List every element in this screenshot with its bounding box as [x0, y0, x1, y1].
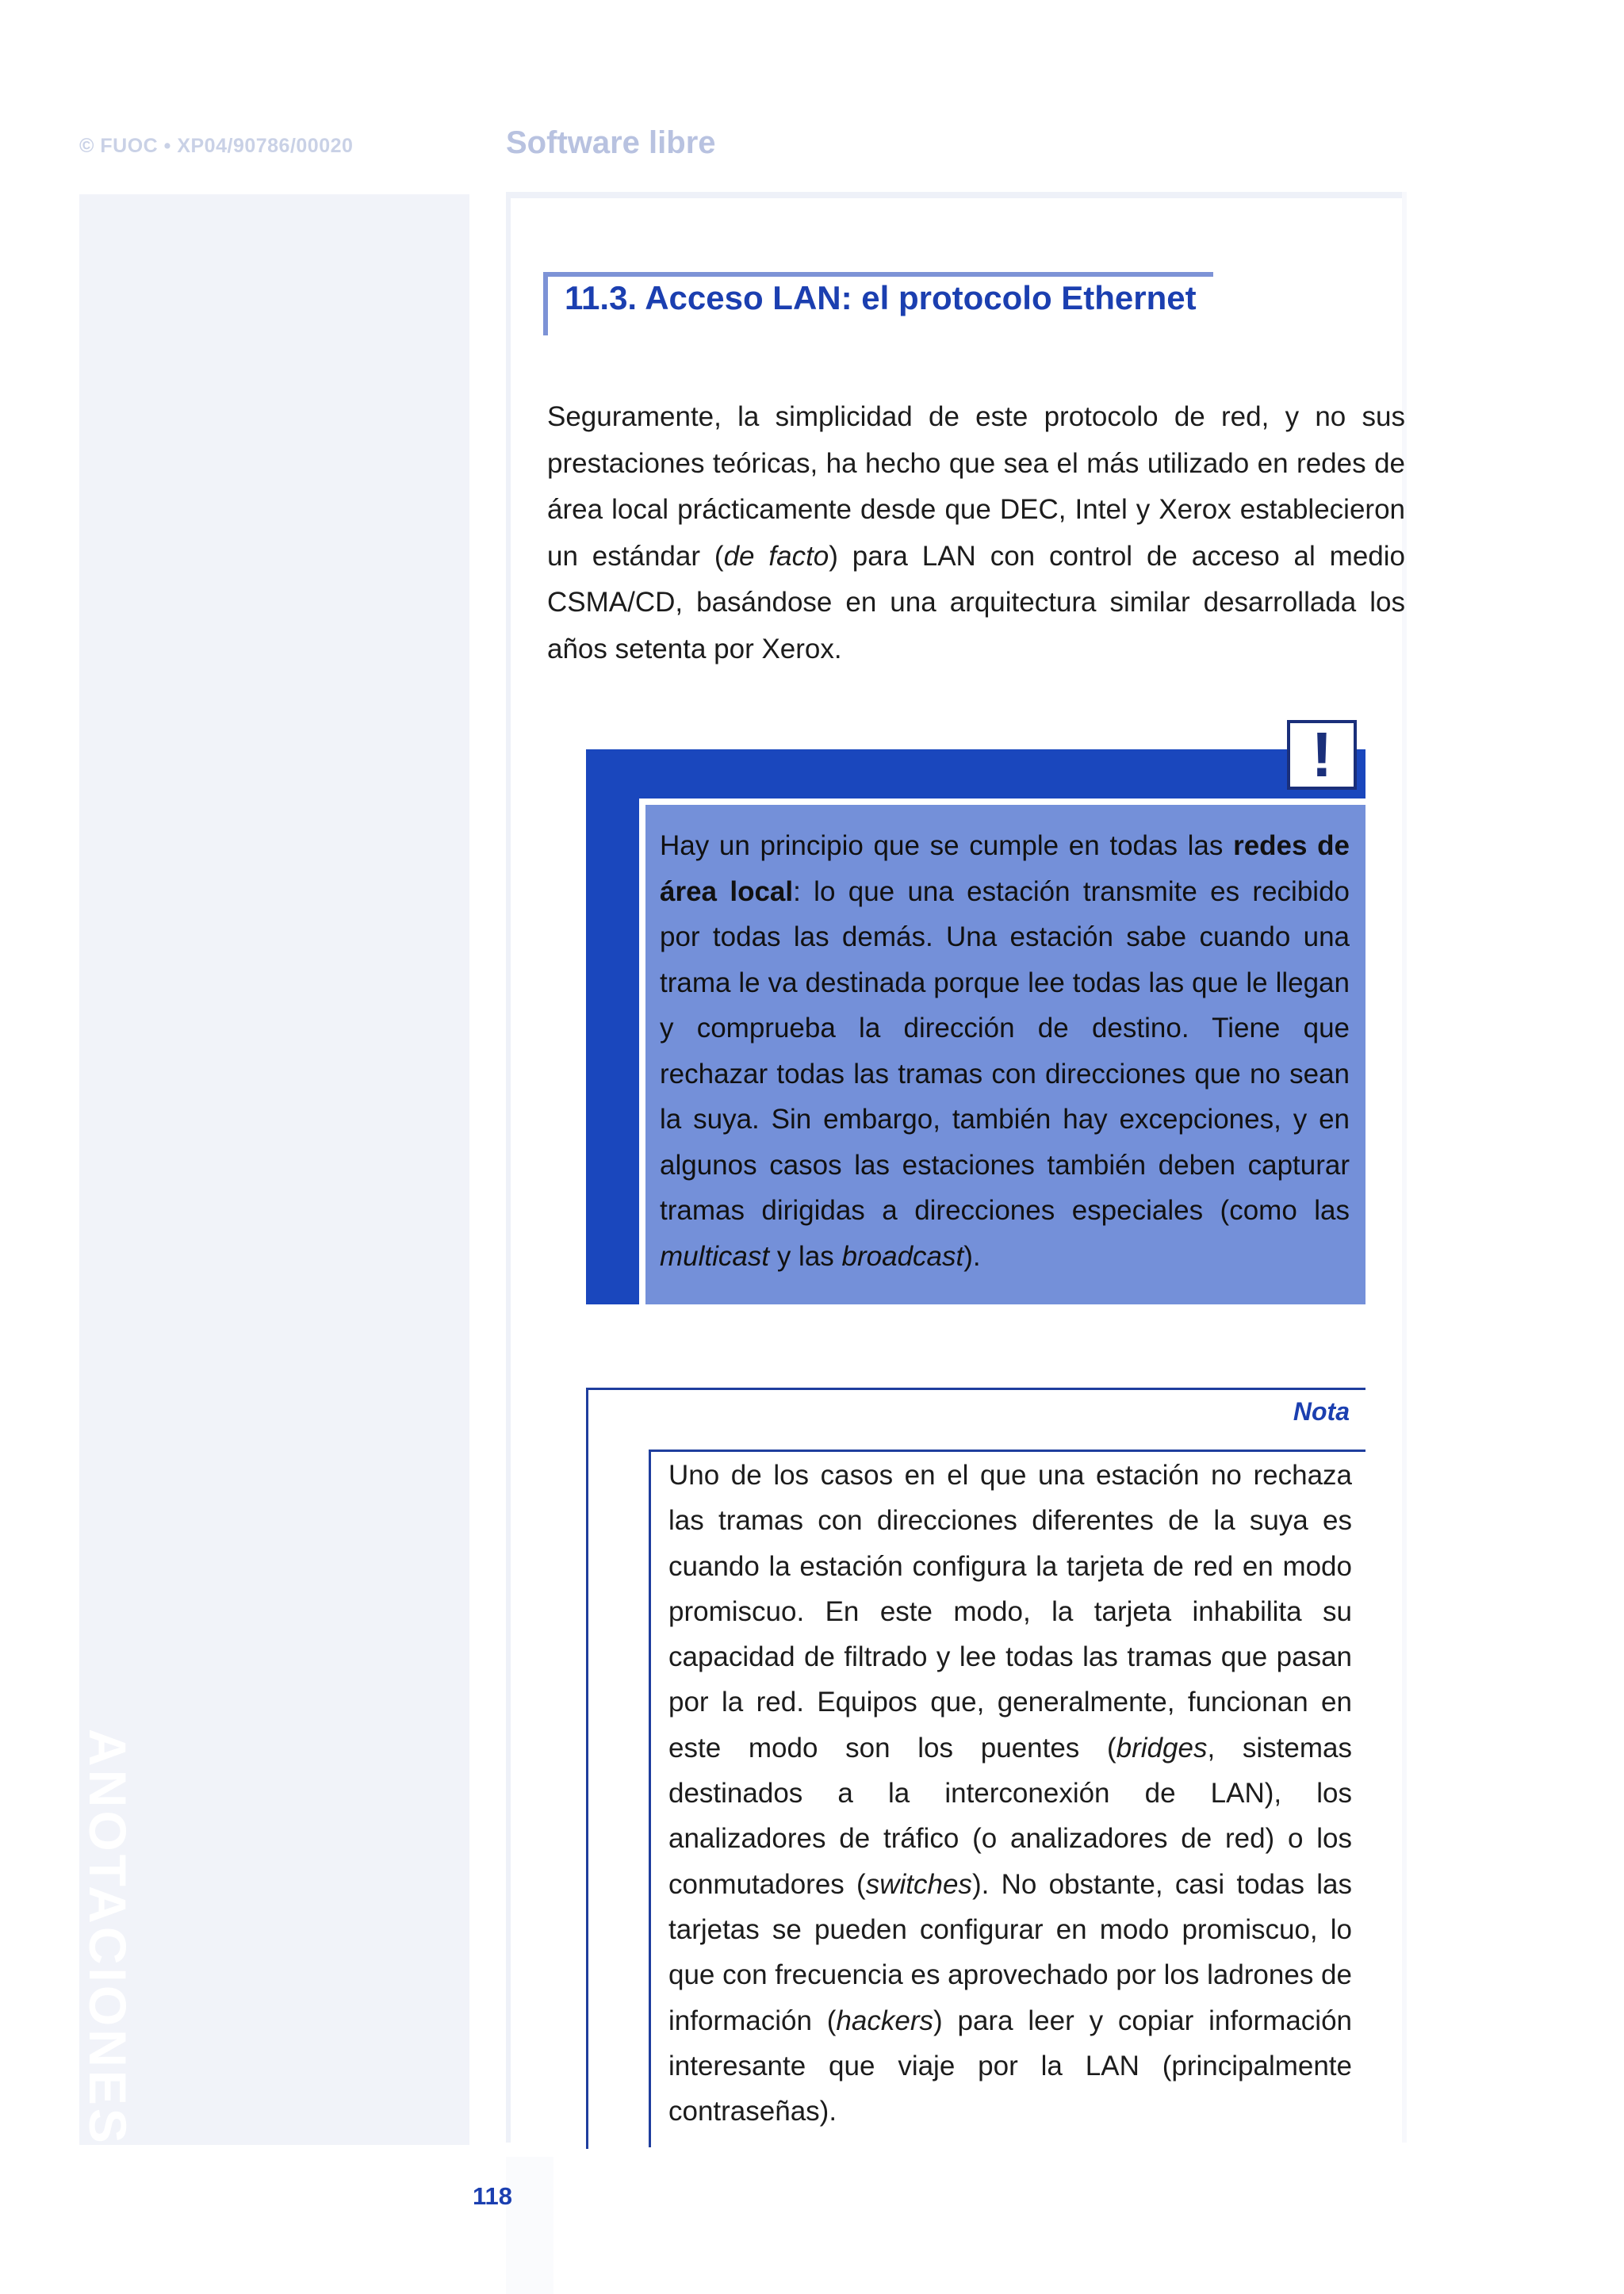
- main-column-left-border: [506, 192, 511, 2143]
- warning-text: Hay un principio que se cumple en todas las redes de área local: lo que una estación transmite es recibido por todas las demás. Una estación sabe cuando una trama le va destinada porque lee todas las que le llegan y comprueba la dirección de destino. Tiene que rechazar todas las tramas con direcciones que no sean la suya. Sin embargo, también hay excepciones, y en algunos casos las estaciones también deben capturar tramas dirigidas a direcciones especiales (como las multicast y las broadcast).: [660, 830, 1350, 1272]
- note-box-top-border: [586, 1388, 1365, 1390]
- note-label: Nota: [1293, 1397, 1350, 1426]
- note-inner-top-border: [649, 1450, 1365, 1452]
- page-number: 118: [473, 2182, 513, 2210]
- footer-shade: [506, 2157, 553, 2294]
- section-title: 11.3. Acceso LAN: el protocolo Ethernet: [565, 279, 1197, 316]
- note-box-left-border: [586, 1388, 588, 2149]
- annotations-label: ANOTACIONES: [79, 1729, 137, 2147]
- exclamation-icon: !: [1287, 720, 1357, 790]
- note-text: Uno de los casos en el que una estación no rechaza las tramas con direcciones diferentes de la suya es cuando la estación configura la tarjeta de red en modo promiscuo. En este modo, la tarjeta inhabilita su capacidad de filtrado y lee todas las tramas que pasan por la red. Equipos que, generalmente, funcionan en este modo son los puentes (bridges, sistemas destinados a la interconexión de LAN), los analizadores de tráfico (o analizadores de red) o los conmutadores (switches). No obstante, casi todas las tarjetas se pueden configurar en modo promiscuo, lo que con frecuencia es aprovechado por los ladrones de información (hackers) para leer y copiar información interesante que viaje por la LAN (principalmente contraseñas).: [668, 1460, 1353, 2127]
- note-inner-left-border: [649, 1450, 651, 2147]
- header-publisher: © FUOC • XP04/90786/00020: [79, 135, 354, 157]
- main-column-top-border: [506, 192, 1406, 198]
- header-book-title: Software libre: [506, 125, 716, 160]
- body-paragraph: Seguramente, la simplicidad de este protocolo de red, y no sus prestaciones teóricas, ha hecho que sea el más utilizado en redes de área local prácticamente desde que DEC, Intel y Xerox establecieron un estándar (de facto) para LAN con control de acceso al medio CSMA/CD, basándose en una arquitectura similar desarrollada los años setenta por Xerox.: [547, 401, 1405, 664]
